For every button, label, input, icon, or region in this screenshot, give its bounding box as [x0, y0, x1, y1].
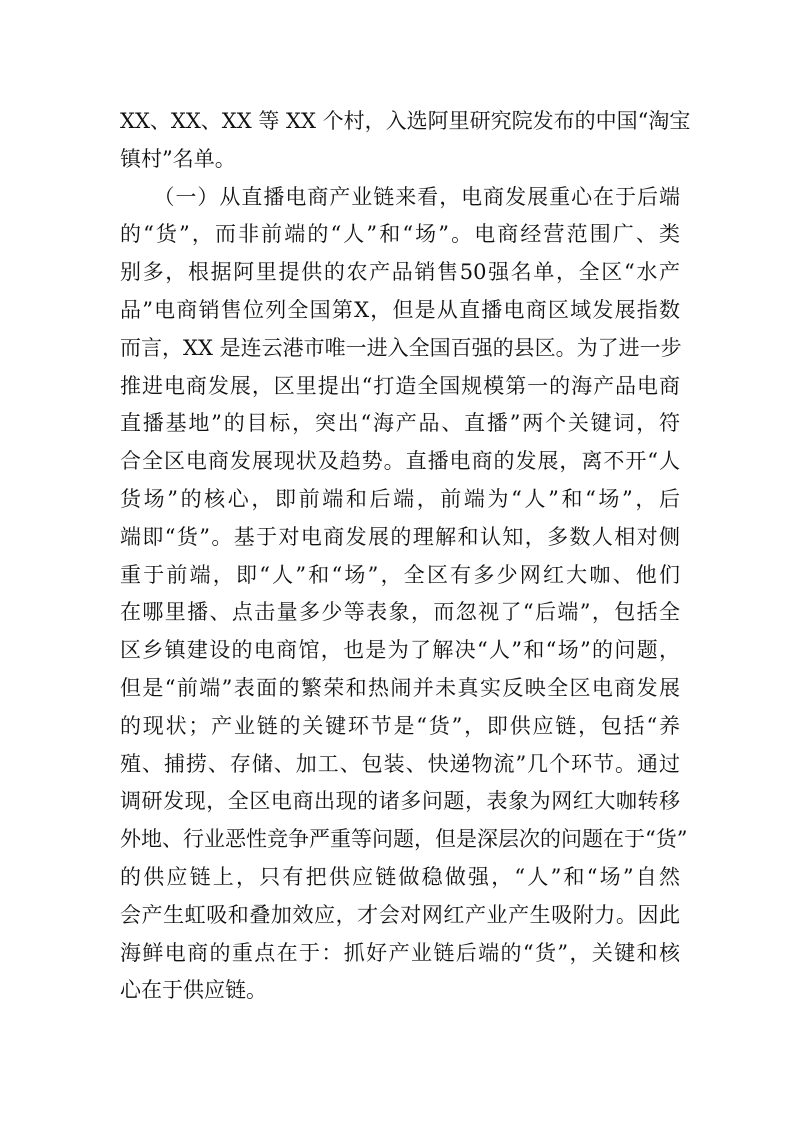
text-line: 海鲜电商的重点在于：抓好产业链后端的“货”，关键和核 [120, 940, 680, 965]
text-line: 货场”的核心，即前端和后端，前端为“人”和“场”，后 [120, 486, 680, 511]
text-line: 的“货”，而非前端的“人”和“场”。电商经营范围广、类 [120, 222, 680, 247]
text-line: 调研发现，全区电商出现的诸多问题，表象为网红大咖转移 [120, 789, 680, 814]
text-line: XX、XX、XX 等 XX 个村，入选阿里研究院发布的中国“淘宝 [120, 109, 691, 133]
text-line: 直播基地”的目标，突出“海产品、直播”两个关键词，符 [120, 411, 680, 436]
text-line: 重于前端，即“人”和“场”，全区有多少网红大咖、他们 [120, 562, 680, 587]
text-line: 殖、捕捞、存储、加工、包装、快递物流”几个环节。通过 [120, 751, 680, 776]
text-line: 但是“前端”表面的繁荣和热闹并未真实反映全区电商发展 [120, 675, 680, 700]
text-line: 的现状；产业链的关键环节是“货”，即供应链，包括“养 [120, 713, 680, 738]
text-line: 会产生虹吸和叠加效应，才会对网红产业产生吸附力。因此 [120, 902, 680, 927]
text-line: 推进电商发展，区里提出“打造全国规模第一的海产品电商 [120, 373, 680, 398]
text-line: 区乡镇建设的电商馆，也是为了解决“人”和“场”的问题， [120, 638, 680, 663]
paragraph [120, 179, 688, 1011]
paragraph [120, 103, 691, 179]
text-line: （一）从直播电商产业链来看，电商发展重心在于后端 [120, 184, 680, 209]
text-line: 心在于供应链。 [120, 978, 267, 1003]
text-line: 别多，根据阿里提供的农产品销售50强名单，全区“水产 [120, 260, 680, 285]
document-page [120, 103, 691, 1010]
text-line: 端即“货”。基于对电商发展的理解和认知，多数人相对侧 [120, 524, 680, 549]
text-line: 合全区电商发展现状及趋势。直播电商的发展，离不开“人 [120, 449, 680, 474]
text-line: 品”电商销售位列全国第X，但是从直播电商区域发展指数 [120, 297, 680, 322]
text-line: 的供应链上，只有把供应链做稳做强，“人”和“场”自然 [120, 864, 680, 889]
text-line: 镇村”名单。 [120, 146, 236, 171]
text-line: 外地、行业恶性竞争严重等问题，但是深层次的问题在于“货” [120, 827, 688, 852]
text-line: 而言，XX 是连云港市唯一进入全国百强的县区。为了进一步 [120, 335, 682, 360]
text-line: 在哪里播、点击量多少等表象，而忽视了“后端”，包括全 [120, 600, 680, 625]
